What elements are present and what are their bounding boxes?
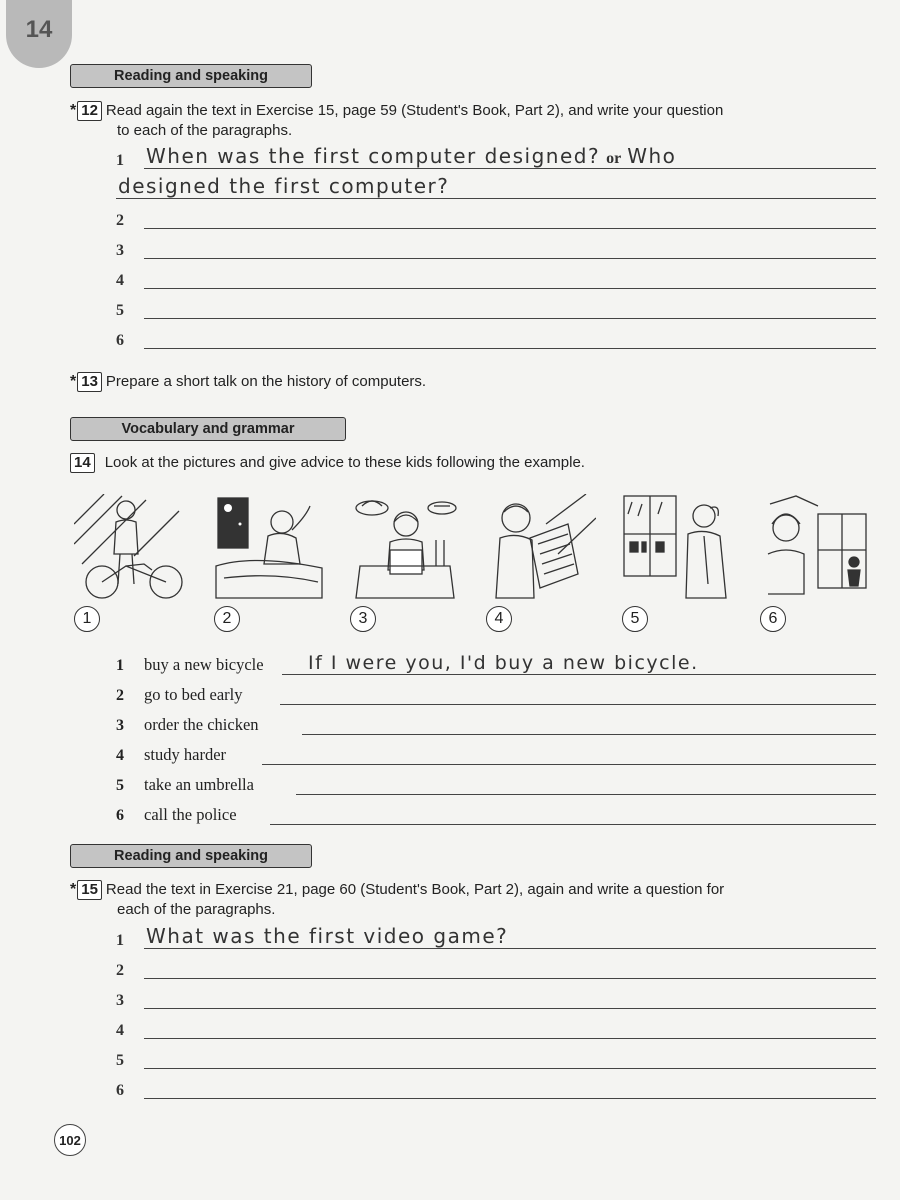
exercise-number: 14 <box>70 453 95 473</box>
answer-line[interactable] <box>116 1076 876 1102</box>
line-number: 5 <box>116 777 124 794</box>
writing-rule <box>144 228 876 229</box>
writing-rule <box>144 288 876 289</box>
answer-line[interactable] <box>116 326 876 352</box>
writing-rule <box>144 1098 876 1099</box>
line-number: 1 <box>116 657 124 674</box>
advice-prompt: call the police <box>144 805 237 824</box>
answer-line[interactable] <box>116 1046 876 1072</box>
picture-number: 2 <box>214 606 240 632</box>
exercise-15-instruction-cont: each of the paragraphs. <box>117 901 276 918</box>
picture-boy-bicycle <box>74 494 184 602</box>
writing-rule <box>144 948 876 949</box>
exercise-number: 13 <box>77 372 102 392</box>
writing-rule <box>144 318 876 319</box>
advice-prompt: buy a new bicycle <box>144 655 264 674</box>
writing-rule <box>144 978 876 979</box>
writing-rule <box>296 794 876 795</box>
instruction-text: Read again the text in Exercise 15, page 59 (Student's Book, Part 2), and write your question <box>105 102 724 119</box>
line-number: 4 <box>116 747 124 764</box>
writing-rule <box>262 764 876 765</box>
handwritten-answer: What was the first video game? <box>146 924 509 948</box>
exercise-12-instruction <box>70 101 723 121</box>
writing-rule <box>144 1038 876 1039</box>
picture-number: 1 <box>74 606 100 632</box>
writing-rule <box>270 824 876 825</box>
instruction-text: Prepare a short talk on the history of computers. <box>105 373 427 390</box>
line-number: 6 <box>116 332 124 349</box>
picture-kid-burglar <box>760 494 870 602</box>
advice-line[interactable] <box>116 772 876 798</box>
picture-number: 4 <box>486 606 512 632</box>
line-number: 5 <box>116 1052 124 1069</box>
answer-line[interactable] <box>116 146 876 172</box>
writing-rule <box>144 348 876 349</box>
writing-rule <box>280 704 876 705</box>
writing-rule <box>144 168 876 169</box>
answer-line[interactable] <box>116 176 876 202</box>
picture-number: 6 <box>760 606 786 632</box>
writing-rule <box>144 258 876 259</box>
answer-line[interactable] <box>116 296 876 322</box>
answer-line[interactable] <box>116 266 876 292</box>
advice-prompt: go to bed early <box>144 685 243 704</box>
line-number: 2 <box>116 687 124 704</box>
star-mark: * <box>70 102 77 119</box>
exercise-number: 15 <box>77 880 102 900</box>
page-number: 102 <box>54 1124 86 1156</box>
answer-line[interactable] <box>116 926 876 952</box>
advice-line[interactable] <box>116 712 876 738</box>
answer-line[interactable] <box>116 236 876 262</box>
handwritten-answer: If I were you, I'd buy a new bicycle. <box>308 652 699 674</box>
exercise-15-instruction <box>70 880 724 900</box>
picture-number: 3 <box>350 606 376 632</box>
picture-boy-bed <box>214 494 324 602</box>
writing-rule <box>144 1008 876 1009</box>
advice-line[interactable] <box>116 652 876 678</box>
picture-number: 5 <box>622 606 648 632</box>
picture-boy-report <box>486 494 596 602</box>
handwritten-answer: When was the first computer designed? or Who <box>146 144 677 168</box>
answer-line[interactable] <box>116 1016 876 1042</box>
line-number: 6 <box>116 807 124 824</box>
exercise-14-instruction <box>70 453 585 473</box>
line-number: 4 <box>116 272 124 289</box>
exercise-13-instruction <box>70 372 426 392</box>
picture-strip <box>70 494 880 636</box>
picture-girl-window <box>622 494 732 602</box>
writing-rule <box>282 674 876 675</box>
advice-prompt: study harder <box>144 745 227 764</box>
exercise-12-instruction-cont: to each of the paragraphs. <box>117 122 293 139</box>
line-number: 3 <box>116 242 124 259</box>
line-number: 5 <box>116 302 124 319</box>
advice-line[interactable] <box>116 682 876 708</box>
star-mark: * <box>70 373 77 390</box>
instruction-text: Look at the pictures and give advice to these kids following the example. <box>104 454 585 471</box>
writing-rule <box>116 198 876 199</box>
answer-line[interactable] <box>116 956 876 982</box>
advice-line[interactable] <box>116 742 876 768</box>
line-number: 3 <box>116 992 124 1009</box>
line-number: 3 <box>116 717 124 734</box>
writing-rule <box>302 734 876 735</box>
section-header-reading: Reading and speaking <box>70 64 312 88</box>
advice-line[interactable] <box>116 802 876 828</box>
line-number: 6 <box>116 1082 124 1099</box>
line-number: 2 <box>116 962 124 979</box>
advice-prompt: order the chicken <box>144 715 259 734</box>
line-number: 1 <box>116 932 124 949</box>
section-header-reading-2: Reading and speaking <box>70 844 312 868</box>
line-number: 1 <box>116 152 124 169</box>
line-number: 4 <box>116 1022 124 1039</box>
advice-prompt: take an umbrella <box>144 775 254 794</box>
handwritten-answer: designed the first computer? <box>118 174 450 198</box>
answer-line[interactable] <box>116 986 876 1012</box>
answer-line[interactable] <box>116 206 876 232</box>
line-number: 2 <box>116 212 124 229</box>
section-header-vocabulary: Vocabulary and grammar <box>70 417 346 441</box>
instruction-text: Read the text in Exercise 21, page 60 (Student's Book, Part 2), again and write a question for <box>105 881 725 898</box>
picture-girl-menu <box>350 494 460 602</box>
unit-badge: 14 <box>6 0 72 68</box>
exercise-number: 12 <box>77 101 102 121</box>
star-mark: * <box>70 881 77 898</box>
or-word: or <box>606 150 622 167</box>
writing-rule <box>144 1068 876 1069</box>
